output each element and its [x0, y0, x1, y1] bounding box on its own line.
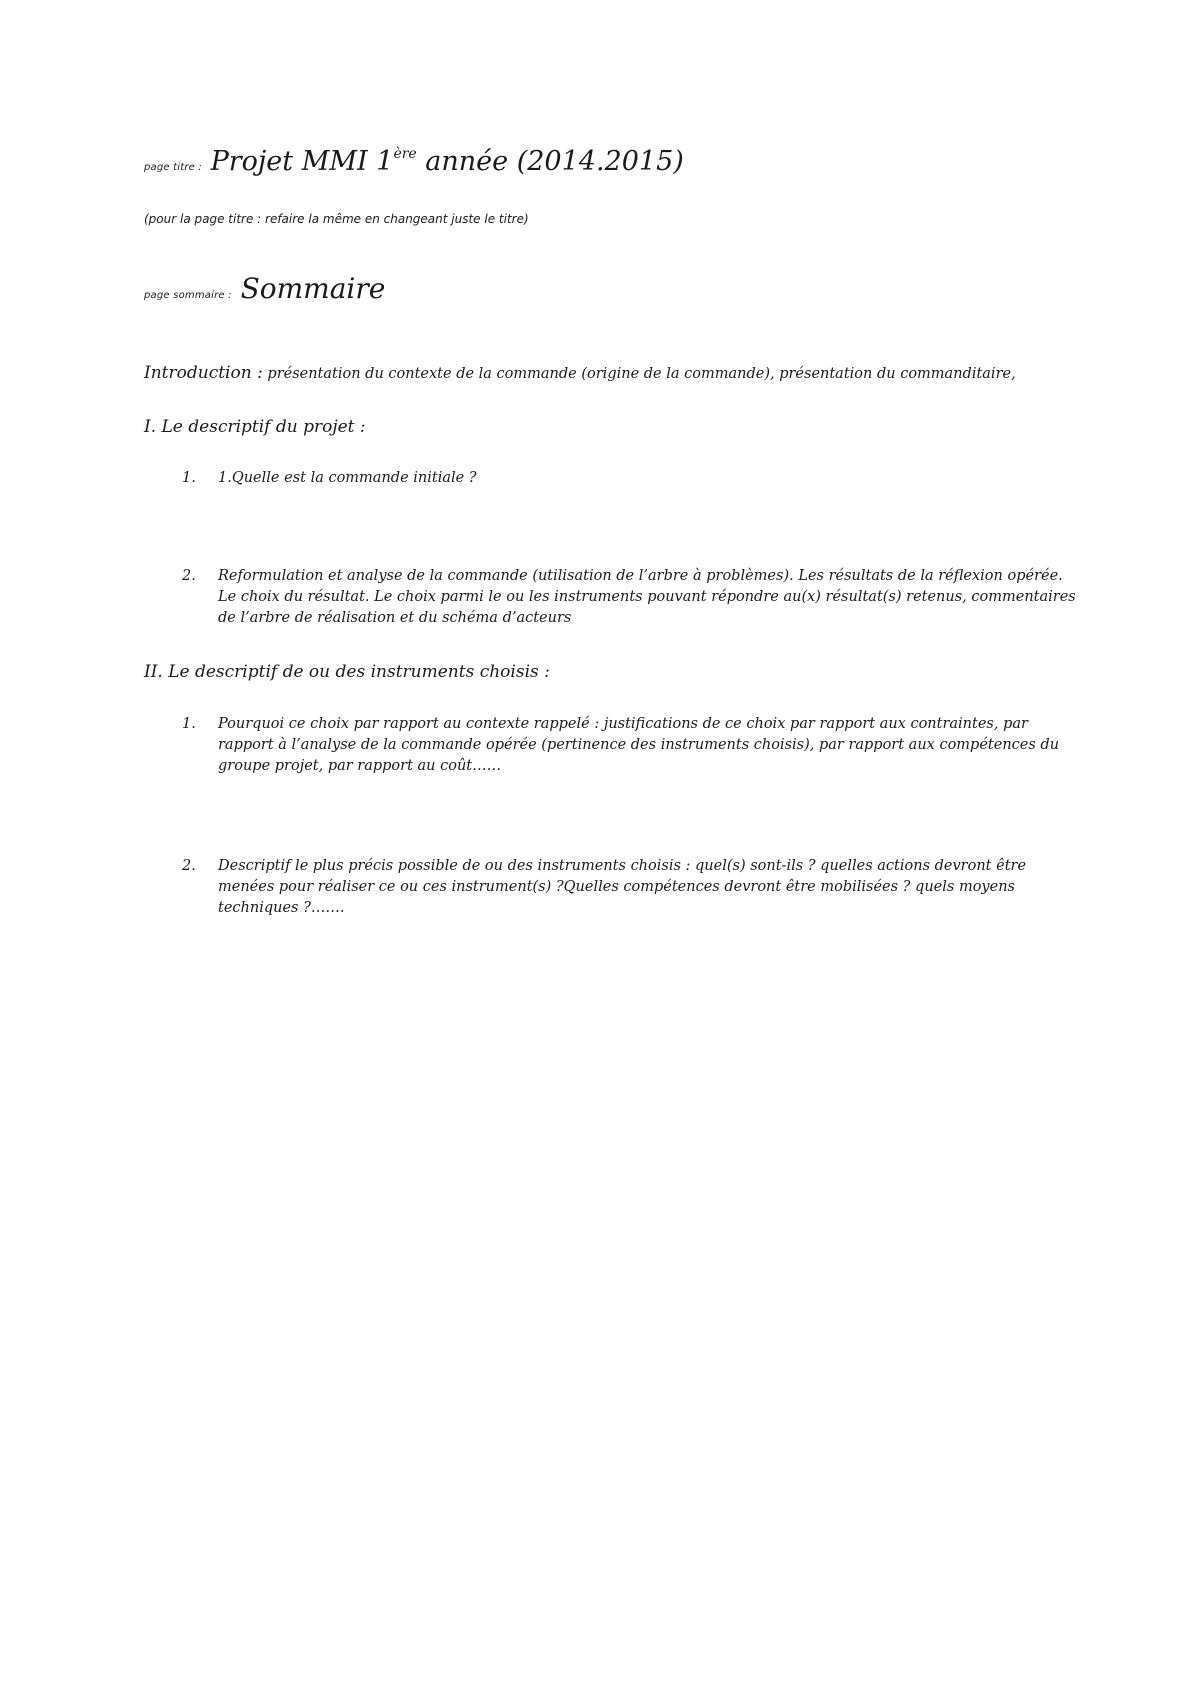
page-title-main: Projet MMI 1: [210, 146, 394, 177]
summary-title: Sommaire: [240, 272, 386, 305]
section-heading-2: II. Le descriptif de ou des instruments choisis :: [144, 662, 550, 682]
summary-label: page sommaire :: [144, 290, 232, 301]
section-heading-1: I. Le descriptif du projet :: [144, 417, 366, 437]
list-item-text: 1.Quelle est la commande initiale ?: [218, 470, 477, 486]
page-title: [211, 146, 684, 177]
list-item-number: 1.: [182, 470, 196, 486]
summary-title-line: [144, 272, 385, 305]
list-item-number: 2.: [182, 568, 196, 584]
page-title-superscript: ère: [393, 146, 417, 162]
title-page-note: (pour la page titre : refaire la même en changeant juste le titre): [144, 212, 529, 226]
list-item-text: Pourquoi ce choix par rapport au contexte rappelé : justifications de ce choix par rapport aux contraintes, par rapport à l’analyse de la commande opérée (pertinence des instruments choisis), par rapport aux compétences du groupe projet, par rapport au coût……: [218, 716, 1060, 774]
list-item-text: Descriptif le plus précis possible de ou des instruments choisis : quel(s) sont-ils ? quelles actions devront être menées pour réaliser ce ou ces instrument(s) ?Quelles compétences devront être mobilisées ? quels moyens techniques ?…….: [218, 858, 1027, 916]
introduction-text: présentation du contexte de la commande (origine de la commande), présentation du commanditaire,: [262, 366, 1016, 382]
list-item-text: Reformulation et analyse de la commande (utilisation de l’arbre à problèmes). Les résultats de la réflexion opérée. Le choix du résultat. Le choix parmi le ou les instruments pouvant répondre au(x) résultat(s) retenus, commentaires de l’arbre de réalisation et du schéma d’acteurs: [218, 568, 1076, 626]
page-title-rest: année (2014.2015): [416, 146, 684, 177]
page-title-label: page titre :: [144, 162, 202, 173]
page-title-line: [144, 146, 684, 177]
introduction-line: [144, 363, 1016, 383]
list-item-number: 2.: [182, 858, 196, 874]
introduction-lead: Introduction :: [144, 363, 263, 383]
list-item-number: 1.: [182, 716, 196, 732]
